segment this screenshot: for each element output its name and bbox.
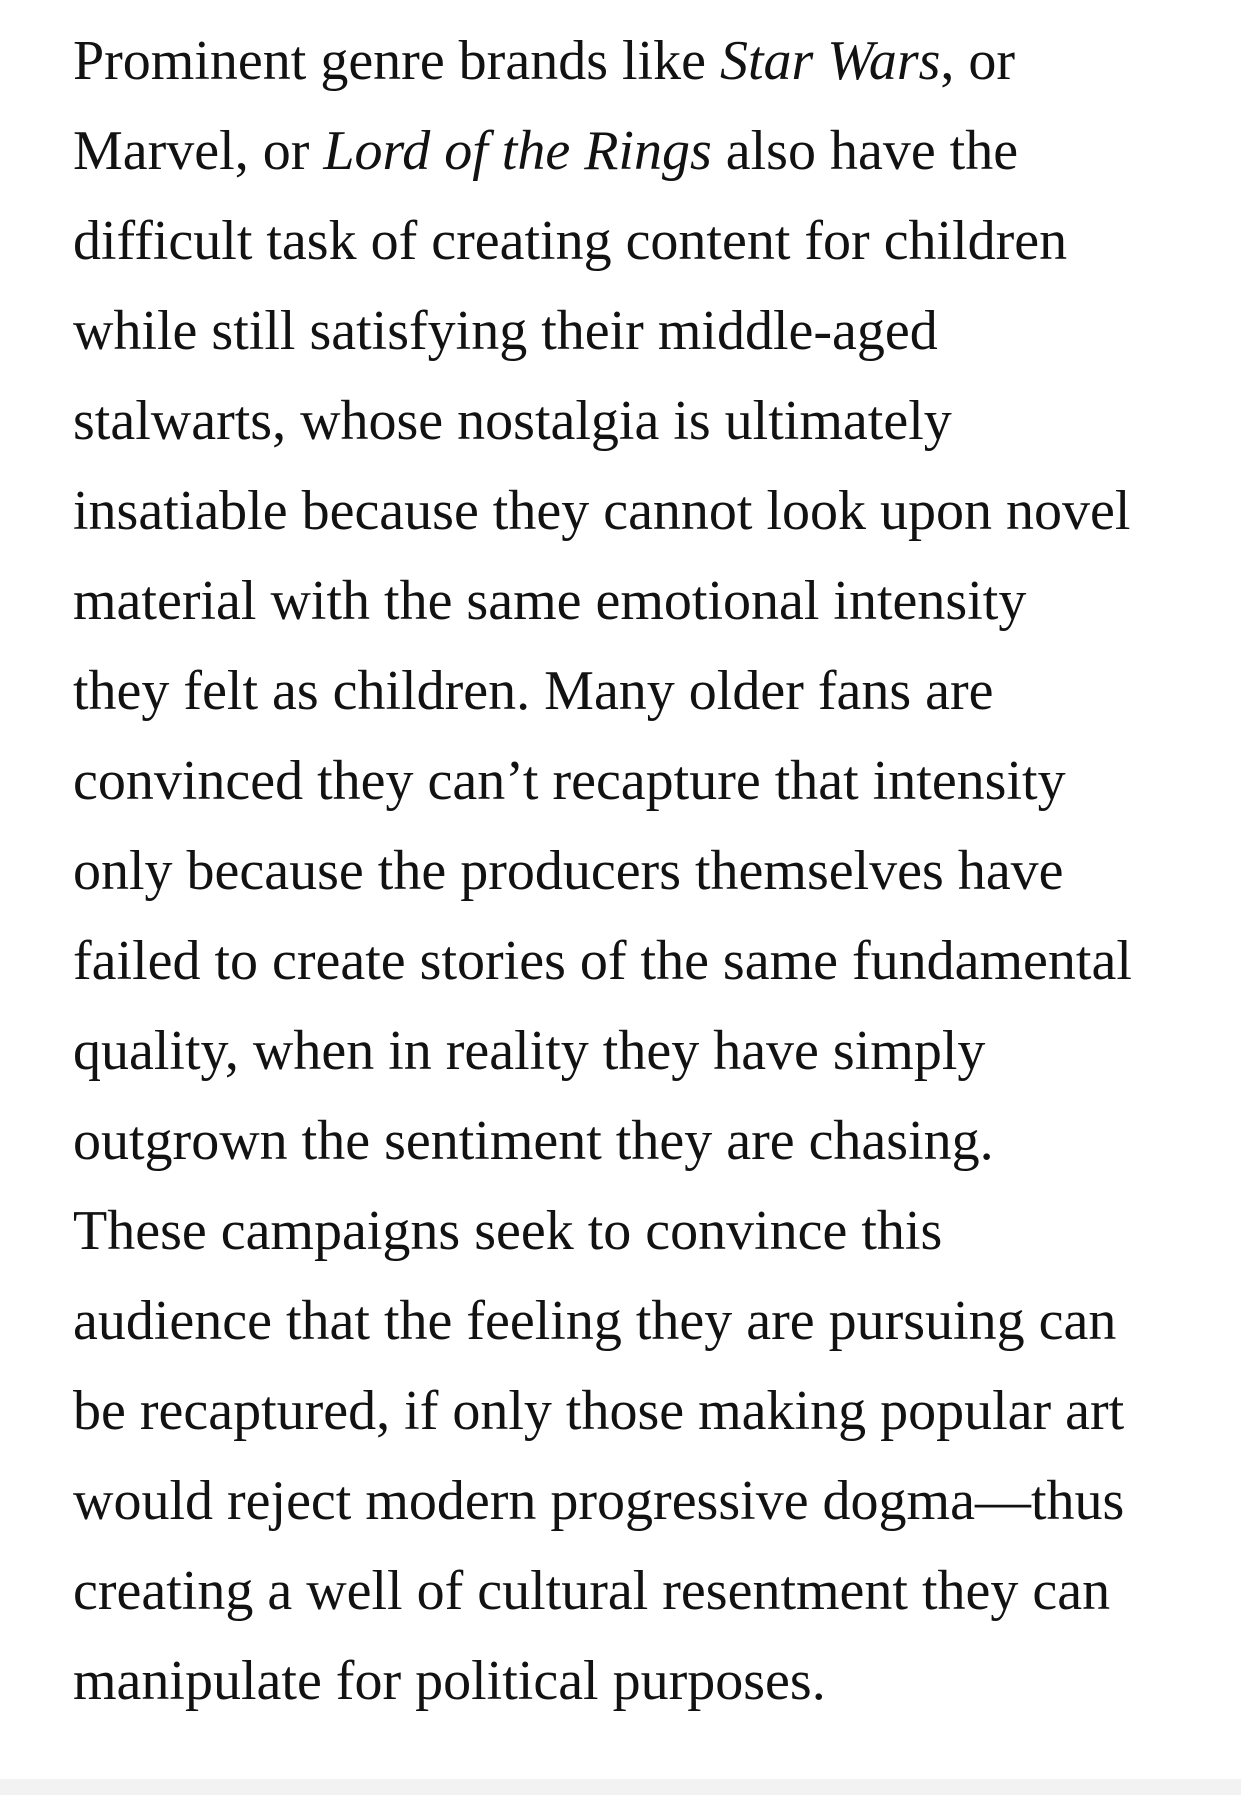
text-run: Prominent genre brands like (73, 30, 720, 92)
text-line: insatiable because they cannot look upon novel (73, 480, 1131, 542)
text-line: while still satisfying their middle-aged (73, 300, 938, 362)
article-paragraph (73, 16, 1203, 1726)
text-run: , or (940, 30, 1016, 92)
text-run: Marvel, or (73, 120, 324, 182)
text-line: quality, when in reality they have simply (73, 1020, 986, 1082)
italic-title: Lord of the Rings (323, 120, 712, 182)
text-line: creating a well of cultural resentment they can (73, 1560, 1111, 1622)
text-run: also have the (711, 120, 1019, 182)
text-line: material with the same emotional intensity (73, 570, 1027, 632)
text-line (73, 106, 1203, 196)
text-line: be recaptured, if only those making popular art (73, 1380, 1125, 1442)
text-line: manipulate for political purposes. (73, 1650, 826, 1712)
text-line: difficult task of creating content for children (73, 210, 1068, 272)
italic-title: Star Wars (719, 30, 941, 92)
text-line: outgrown the sentiment they are chasing. (73, 1110, 994, 1172)
text-line (73, 16, 1203, 106)
text-line: they felt as children. Many older fans are (73, 660, 994, 722)
text-line: would reject modern progressive dogma—thus (73, 1470, 1125, 1532)
text-line: convinced they can’t recapture that intensity (73, 750, 1066, 812)
text-line: stalwarts, whose nostalgia is ultimately (73, 390, 952, 452)
text-line: These campaigns seek to convince this (73, 1200, 943, 1262)
bottom-divider (0, 1779, 1241, 1795)
text-line: audience that the feeling they are pursuing can (73, 1290, 1117, 1352)
text-line: failed to create stories of the same fundamental (73, 930, 1132, 992)
text-line: only because the producers themselves have (73, 840, 1064, 902)
